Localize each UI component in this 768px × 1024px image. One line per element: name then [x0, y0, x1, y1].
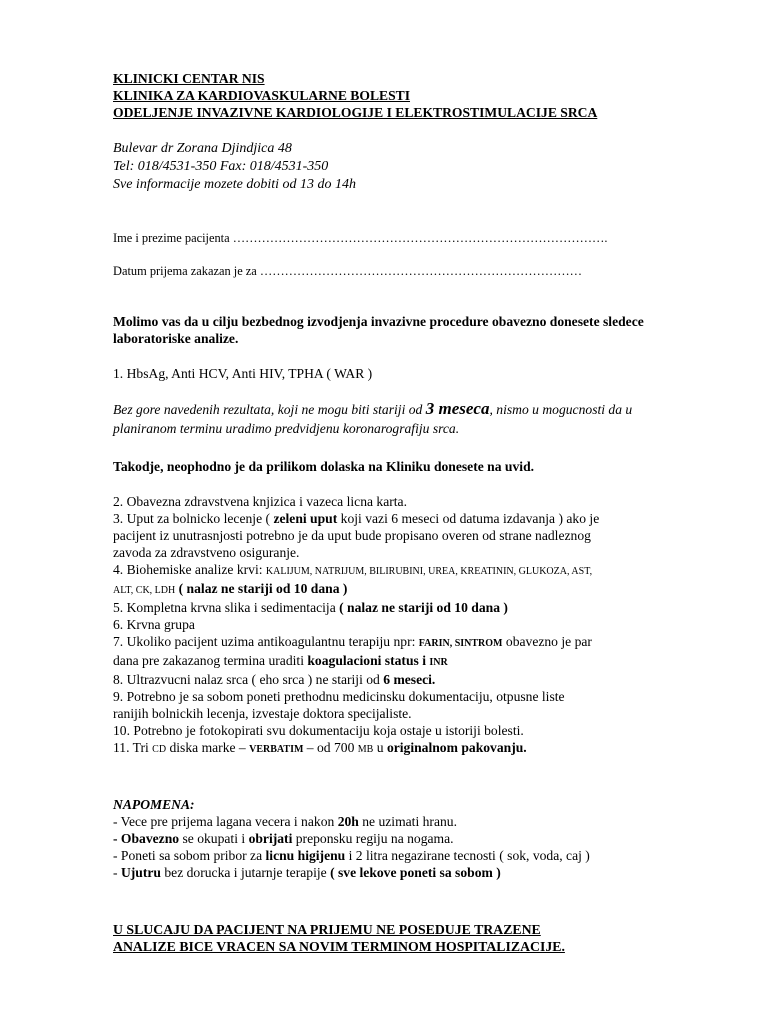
address-street: Bulevar dr Zorana Djindjica 48: [113, 141, 292, 156]
anticoagulant-drugs: FARIN, SINTROM: [418, 638, 503, 649]
biochem-tests: KALIJUM, NATRIJUM, BILIRUBINI, UREA, KREATININ, GLUKOZA, AST,: [265, 566, 593, 577]
final-warning: [113, 921, 713, 955]
months-note-post: , nismo u mogucnosti da u planiranom terminu uradimo predvidjenu koronarografiju srca.: [113, 402, 633, 436]
item-4-line-2: ALT, CK, LDH ( nalaz ne stariji od 10 dana ): [113, 581, 348, 596]
napomena-title: NAPOMENA:: [113, 797, 195, 812]
item-1: 1. HbsAg, Anti HCV, Anti HIV, TPHA ( WAR ): [113, 366, 373, 381]
months-note-pre: Bez gore navedenih rezultata, koji ne mogu biti stariji od: [113, 402, 426, 417]
item-3-line-1: 3. Uput za bolnicko lecenje ( zeleni uput koji vazi 6 meseci od datuma izdavanja ) ako je: [113, 511, 600, 526]
item-9-line-2: ranijih bolnickih lecenja, izvestaje doktora specijaliste.: [113, 706, 412, 721]
note-3: - Poneti sa sobom pribor za licnu higijenu i 2 litra negazirane tecnosti ( sok, voda, caj ): [113, 848, 590, 863]
item-8: 8. Ultrazvucni nalaz srca ( eho srca ) ne stariji od 6 meseci.: [113, 672, 436, 687]
item-3-line-3: zavoda za zdravstveno osiguranje.: [113, 545, 300, 560]
header-line-2: KLINIKA ZA KARDIOVASKULARNE BOLESTI: [113, 88, 411, 103]
clinic-address: [113, 140, 713, 194]
item-7-line-2: dana pre zakazanog termina uraditi koagulacioni status i INR: [113, 653, 448, 668]
months-value: 3 meseca: [425, 399, 490, 418]
item-5: 5. Kompletna krvna slika i sedimentacija ( nalaz ne stariji od 10 dana ): [113, 600, 508, 615]
item-6: 6. Krvna grupa: [113, 617, 195, 632]
item-10: 10. Potrebno je fotokopirati svu dokumentaciju koja ostaje u istoriji bolesti.: [113, 723, 524, 738]
item-9-line-1: 9. Potrebno je sa sobom poneti prethodnu medicinsku dokumentaciju, otpusne liste: [113, 689, 565, 704]
napomena-section: [113, 796, 713, 881]
item-3-line-2: pacijent iz unutrasnjosti potrebno je da uput bude propisano overen od strane nadleznog: [113, 528, 591, 543]
requirements-list: [113, 493, 713, 758]
item-11: 11. Tri CD diska marke – VERBATIM – od 700 MB u originalnom pakovanju.: [113, 740, 527, 755]
admission-date-field: Datum prijema zakazan je za ……………………………………………………………………: [113, 264, 583, 278]
address-info: Sve informacije mozete dobiti od 13 do 14h: [113, 177, 357, 192]
address-phone: Tel: 018/4531-350 Fax: 018/4531-350: [113, 159, 329, 174]
clinic-header: [113, 70, 713, 121]
note-2: - Obavezno se okupati i obrijati preponsku regiju na nogama.: [113, 831, 454, 846]
header-line-3: ODELJENJE INVAZIVNE KARDIOLOGIJE I ELEKTROSTIMULACIJE SRCA: [113, 105, 598, 120]
final-line-2: ANALIZE BICE VRACEN SA NOVIM TERMINOM HOSPITALIZACIJE.: [113, 939, 565, 954]
also-paragraph: Takodje, neophodno je da prilikom dolaska na Kliniku donesete na uvid.: [113, 459, 535, 474]
item-2: 2. Obavezna zdravstvena knjizica i vazeca licna karta.: [113, 494, 407, 509]
item-4-line-1: 4. Biohemiske analize krvi: KALIJUM, NATRIJUM, BILIRUBINI, UREA, KREATININ, GLUKOZA, AST,: [113, 562, 593, 577]
note-4: - Ujutru bez dorucka i jutarnje terapije ( sve lekove poneti sa sobom ): [113, 865, 501, 880]
months-note: [113, 399, 633, 438]
patient-name-field: Ime i prezime pacijenta ……………………………………………………………………………….: [113, 231, 608, 245]
note-1: - Vece pre prijema lagana vecera i nakon 20h ne uzimati hranu.: [113, 814, 457, 829]
header-line-1: KLINICKI CENTAR NIS: [113, 71, 265, 86]
item-7-line-1: 7. Ukoliko pacijent uzima antikoagulantnu terapiju npr: FARIN, SINTROM obavezno je par: [113, 634, 592, 649]
intro-paragraph: Molimo vas da u cilju bezbednog izvodjenja invazivne procedure obavezno donesete sledece laboratoriske analize.: [113, 314, 644, 346]
green-referral: zeleni uput: [273, 511, 338, 526]
disc-brand: VERBATIM: [249, 744, 304, 755]
final-line-1: U SLUCAJU DA PACIJENT NA PRIJEMU NE POSEDUJE TRAZENE: [113, 922, 541, 937]
